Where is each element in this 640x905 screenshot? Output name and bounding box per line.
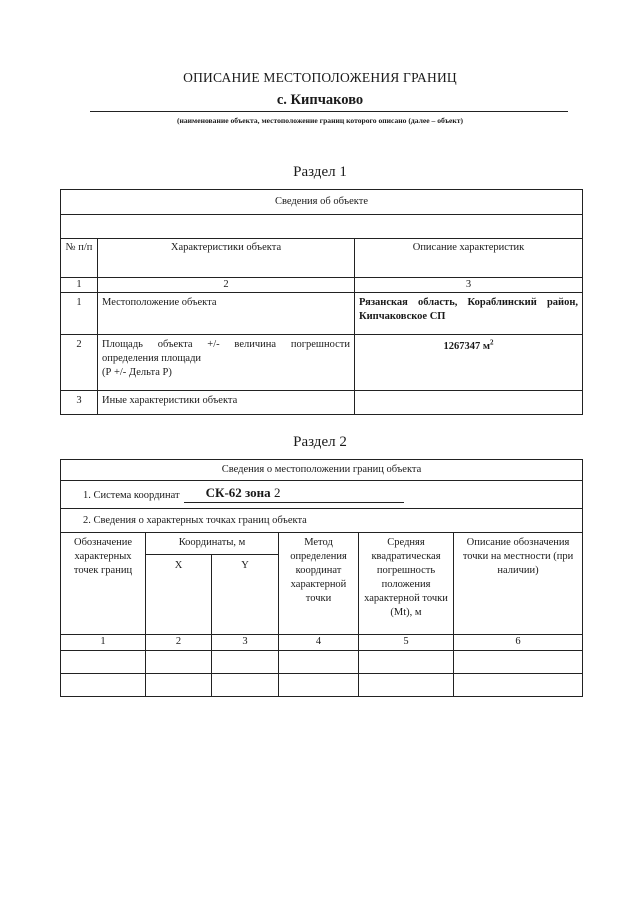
col-number-1: 1 xyxy=(61,278,98,293)
document-title: ОПИСАНИЕ МЕСТОПОЛОЖЕНИЯ ГРАНИЦ xyxy=(183,70,457,85)
row3-characteristic: Иные характеристики объекта xyxy=(98,391,355,415)
col-number-2: 2 xyxy=(98,278,355,293)
row3-num: 3 xyxy=(61,391,98,415)
table-row xyxy=(61,651,583,674)
coord-system-label: 1. Система координат xyxy=(83,490,180,501)
header-method: Метод определения координат характерной точки xyxy=(279,533,359,635)
row2-area-value: 1267347 м xyxy=(443,341,491,352)
header-point-description: Описание обозначения точки на местности (при наличии) xyxy=(454,533,583,635)
section2-heading: Раздел 2 xyxy=(293,434,347,450)
row3-description xyxy=(355,391,583,415)
header-description: Описание характеристик xyxy=(355,239,583,278)
header-y: Y xyxy=(212,555,279,635)
row2-characteristic-cell xyxy=(98,335,355,391)
col-number-3: 3 xyxy=(355,278,583,293)
s2-col-number-4: 4 xyxy=(279,635,359,651)
row1-description: Рязанская область, Кораблинский район, Кипчаковское СП xyxy=(355,293,583,335)
coord-system-row xyxy=(61,481,583,509)
points-title: 2. Сведения о характерных точках границ объекта xyxy=(61,509,583,533)
section1-table xyxy=(60,189,583,415)
header-error: Средняя квадратическая погрешность положения характерной точки (Mt), м xyxy=(359,533,454,635)
object-name-note: (наименование объекта, местоположение границ которого описано (далее – объект) xyxy=(176,116,464,125)
coord-system-value: СК-62 зона xyxy=(205,485,271,500)
header-num: № п/п xyxy=(61,239,98,278)
coord-system-field xyxy=(184,486,404,503)
row2-characteristic-extra: (Р +/- Дельта Р) xyxy=(102,367,172,378)
header-designation: Обозначение характерных точек границ xyxy=(61,533,146,635)
s2-col-number-2: 2 xyxy=(146,635,212,651)
header-x: X xyxy=(146,555,212,635)
section1-heading: Раздел 1 xyxy=(293,164,347,180)
coord-system-zone: 2 xyxy=(273,485,281,500)
section1-empty-row xyxy=(61,215,583,239)
s2-col-number-3: 3 xyxy=(212,635,279,651)
row2-description-cell xyxy=(355,335,583,391)
row1-num: 1 xyxy=(61,293,98,335)
table-row xyxy=(61,674,583,697)
section2-table-title: Сведения о местоположении границ объекта xyxy=(61,460,583,481)
header-characteristic: Характеристики объекта xyxy=(98,239,355,278)
row2-area-unit-sup: 2 xyxy=(490,338,494,347)
section1-table-title: Сведения об объекте xyxy=(61,190,583,215)
s2-col-number-5: 5 xyxy=(359,635,454,651)
object-name: с. Кипчаково xyxy=(276,92,364,108)
header-coordinates: Координаты, м xyxy=(146,533,279,555)
section2-table xyxy=(60,459,583,697)
row2-num: 2 xyxy=(61,335,98,391)
row2-characteristic: Площадь объекта +/- величина погрешности определения площади xyxy=(102,339,350,364)
title-underline xyxy=(90,111,568,112)
s2-col-number-1: 1 xyxy=(61,635,146,651)
row1-characteristic: Местоположение объекта xyxy=(98,293,355,335)
s2-col-number-6: 6 xyxy=(454,635,583,651)
